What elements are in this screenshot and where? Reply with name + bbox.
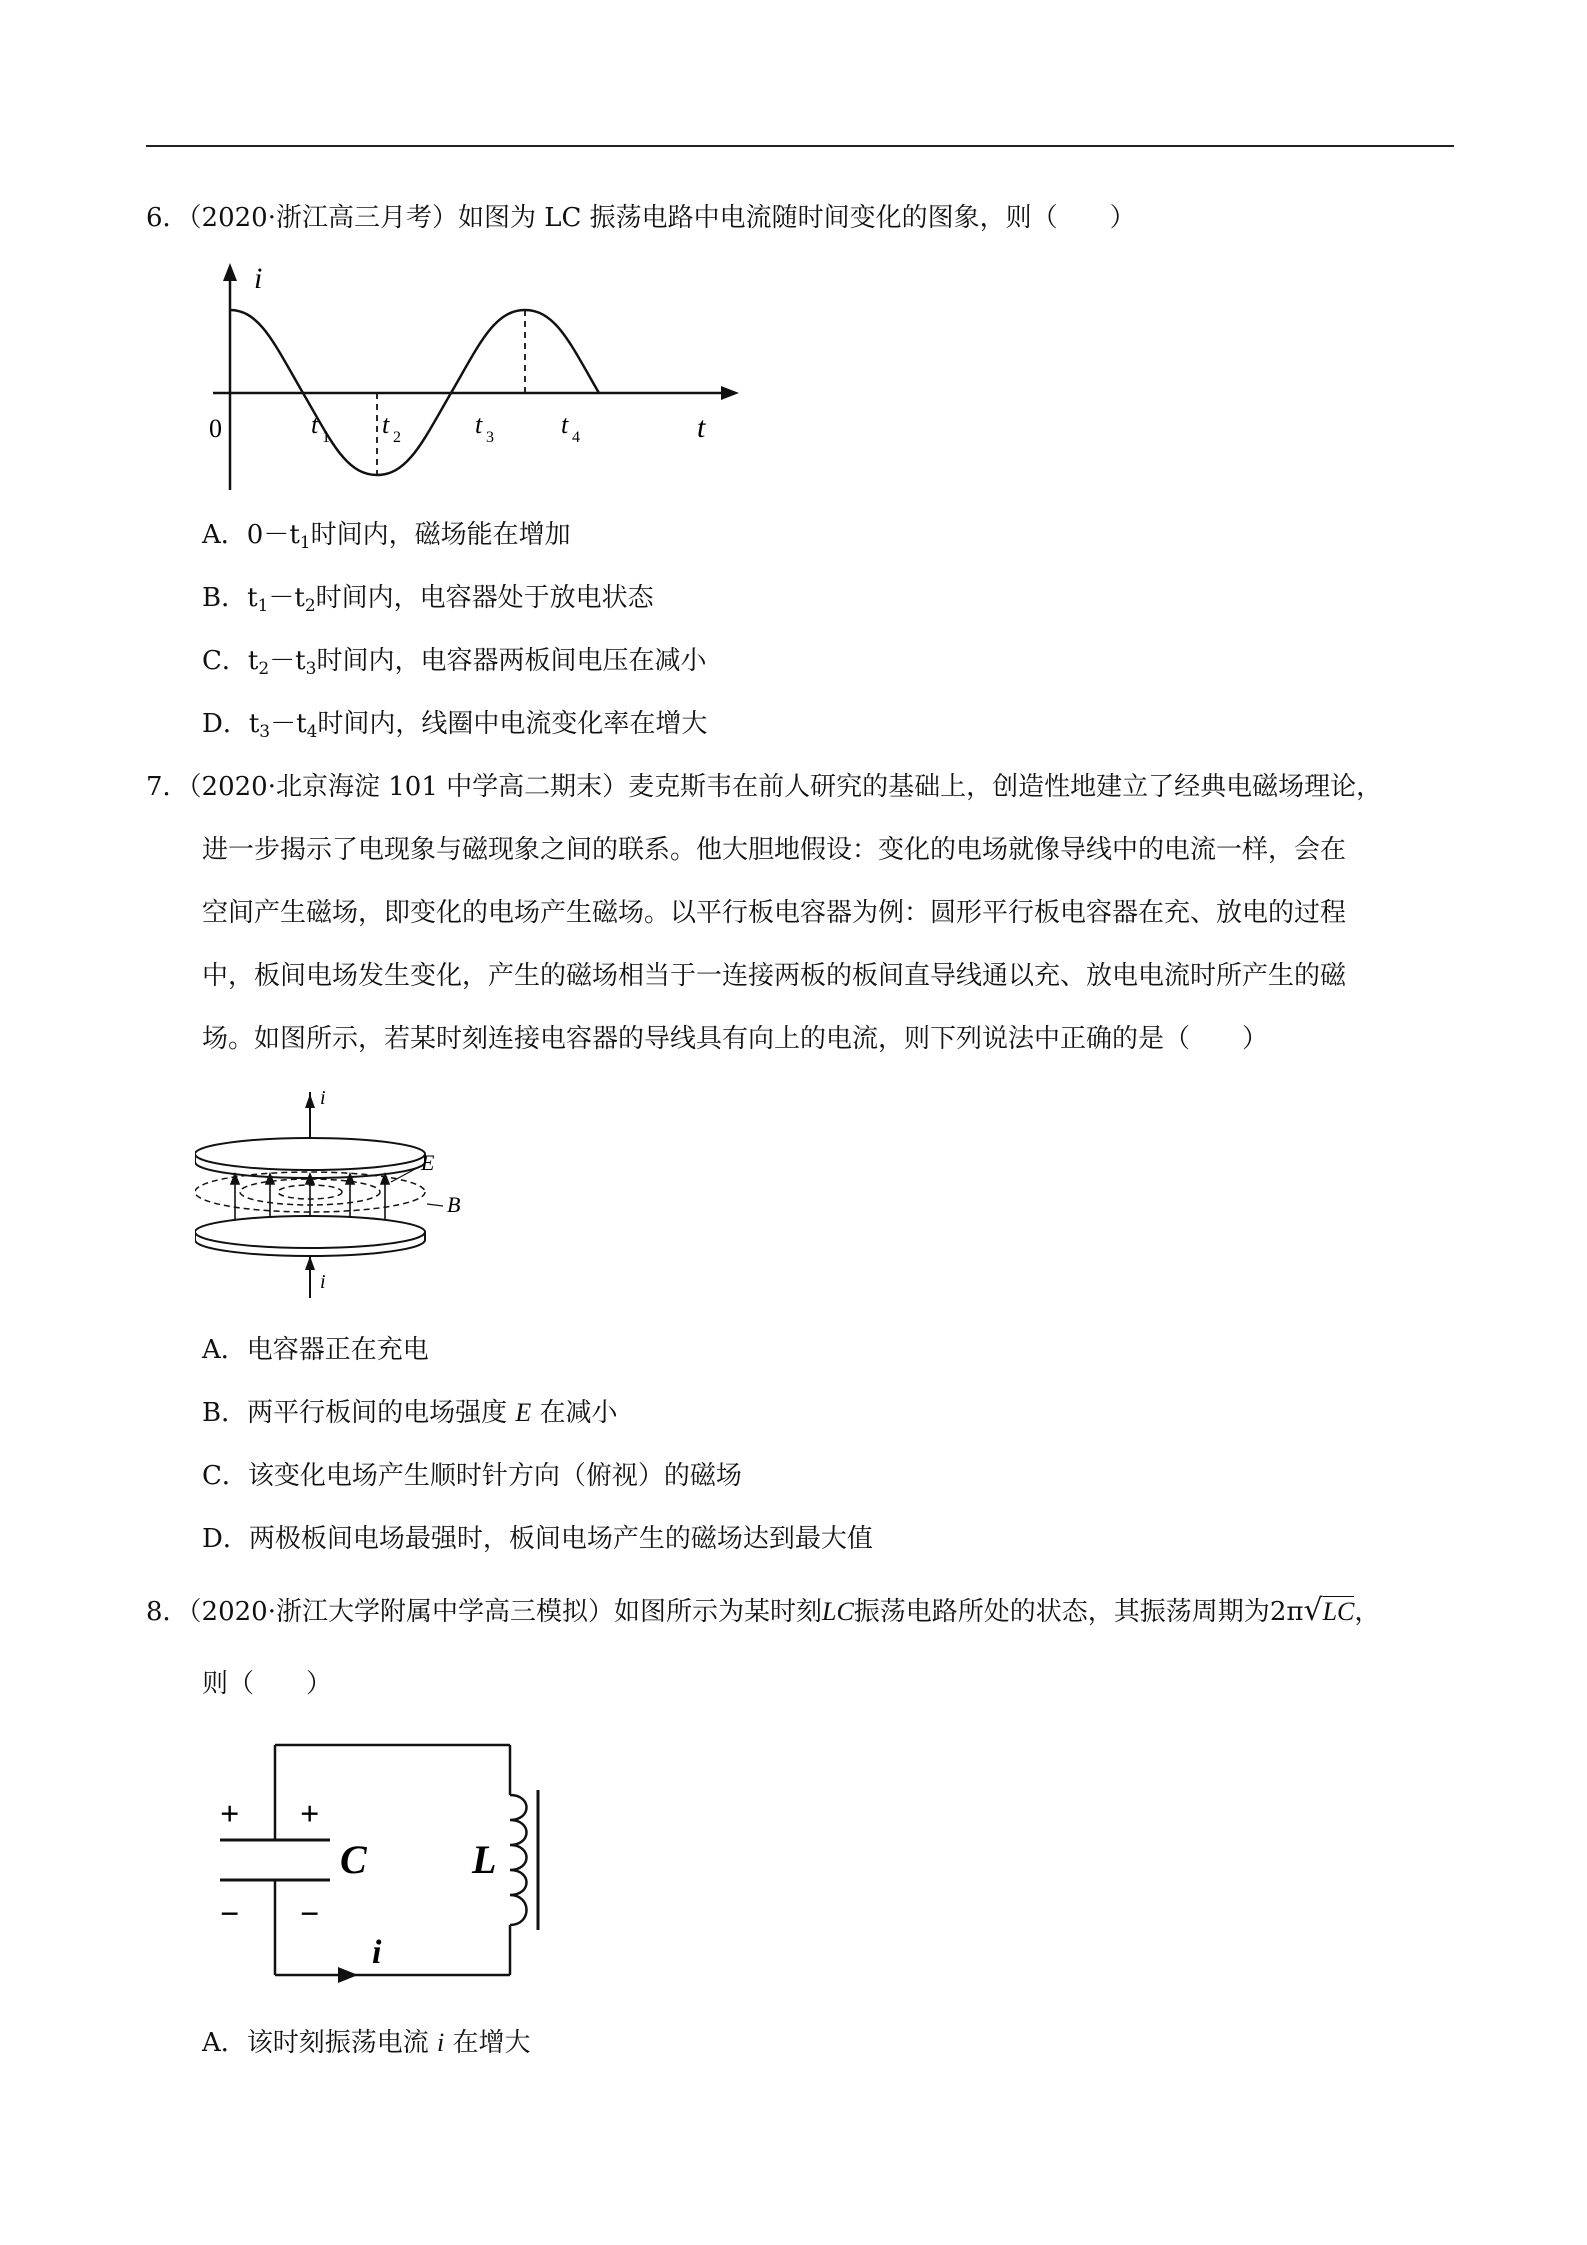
q6-tick-t3-t: t — [475, 410, 483, 439]
q8-stem-line-1: 8．（2020·浙江大学附属中学高三模拟）如图所示为某时刻LC振荡电路所处的状态，其振荡周期为2π√LC， — [146, 1593, 1381, 1628]
q7-stem-line-2: 进一步揭示了电现象与磁现象之间的联系。他大胆地假设：变化的电场就像导线中的电流一样，会在 — [202, 835, 1347, 865]
q8-label-C: C — [340, 1837, 367, 1882]
q6-option-b[interactable]: B．$t_1-t_2$时间内，电容器处于放电状态 — [202, 583, 654, 616]
q6-tick-t4-t: t — [561, 410, 569, 439]
q8-stem-line-2: 则（ ） — [202, 1669, 333, 1699]
q6-tick-t1-sub: 1 — [322, 429, 330, 446]
q7-stem-line-5: 场。如图所示，若某时刻连接电容器的导线具有向上的电流，则下列说法中正确的是（ ） — [202, 1024, 1269, 1054]
q7-option-b[interactable]: B．两平行板间的电场强度 E 在减小 — [202, 1398, 618, 1428]
q6-option-c[interactable]: C．$t_2-t_3$时间内，电容器两板间电压在减小 — [202, 646, 707, 679]
q7-option-c[interactable]: C．该变化电场产生顺时针方向（俯视）的磁场 — [202, 1461, 742, 1491]
q7-label-E: E — [421, 1150, 435, 1175]
q7-label-i-bottom: i — [320, 1271, 326, 1293]
q7-option-d[interactable]: D．两极板间电场最强时，板间电场产生的磁场达到最大值 — [202, 1524, 873, 1554]
q6-tick-t4-sub: 4 — [572, 429, 580, 446]
q7-figure-capacitor — [195, 1082, 485, 1302]
q6-axis-label-t: t — [697, 411, 706, 444]
q8-label-plus-right: + — [300, 1796, 320, 1833]
q7-option-a[interactable]: A．电容器正在充电 — [202, 1335, 429, 1365]
q8-label-i: i — [372, 1934, 382, 1971]
q6-axis-label-i: i — [254, 262, 263, 295]
q6-tick-t3-sub: 3 — [486, 429, 494, 446]
q8-label-plus-left: + — [220, 1796, 240, 1833]
q8-figure-lc-circuit — [210, 1735, 570, 1985]
q6-tick-t1-t: t — [311, 410, 319, 439]
q7-stem-line-4: 中，板间电场发生变化，产生的磁场相当于一连接两板的板间直导线通以充、放电电流时所产生的磁 — [202, 961, 1347, 991]
q7-stem-line-3: 空间产生磁场，即变化的电场产生磁场。以平行板电容器为例：圆形平行板电容器在充、放电的过程 — [202, 898, 1347, 928]
q7-label-i-top: i — [320, 1087, 326, 1109]
q7-stem-line-1: 7．（2020·北京海淀 101 中学高二期末）麦克斯韦在前人研究的基础上，创造性地建立了经典电磁场理论， — [146, 772, 1383, 802]
q7-label-B: B — [447, 1192, 461, 1217]
q6-origin-label: 0 — [209, 414, 222, 443]
q6-option-a[interactable]: A．$0-t_1$时间内，磁场能在增加 — [202, 520, 571, 553]
q6-tick-t2-sub: 2 — [393, 429, 401, 446]
q6-stem: 6．（2020·浙江高三月考）如图为 LC 振荡电路中电流随时间变化的图象，则（ ） — [146, 203, 1136, 233]
q8-label-minus-left: − — [220, 1896, 240, 1933]
q8-label-minus-right: − — [300, 1896, 320, 1933]
q6-option-d[interactable]: D．$t_3-t_4$时间内，线圈中电流变化率在增大 — [202, 709, 708, 742]
q6-tick-t2-t: t — [382, 410, 390, 439]
q8-option-a[interactable]: A．该时刻振荡电流 i 在增大 — [202, 2028, 531, 2058]
q6-figure-current-graph — [205, 255, 745, 500]
q8-label-L: L — [472, 1837, 497, 1882]
header-rule — [146, 145, 1454, 147]
